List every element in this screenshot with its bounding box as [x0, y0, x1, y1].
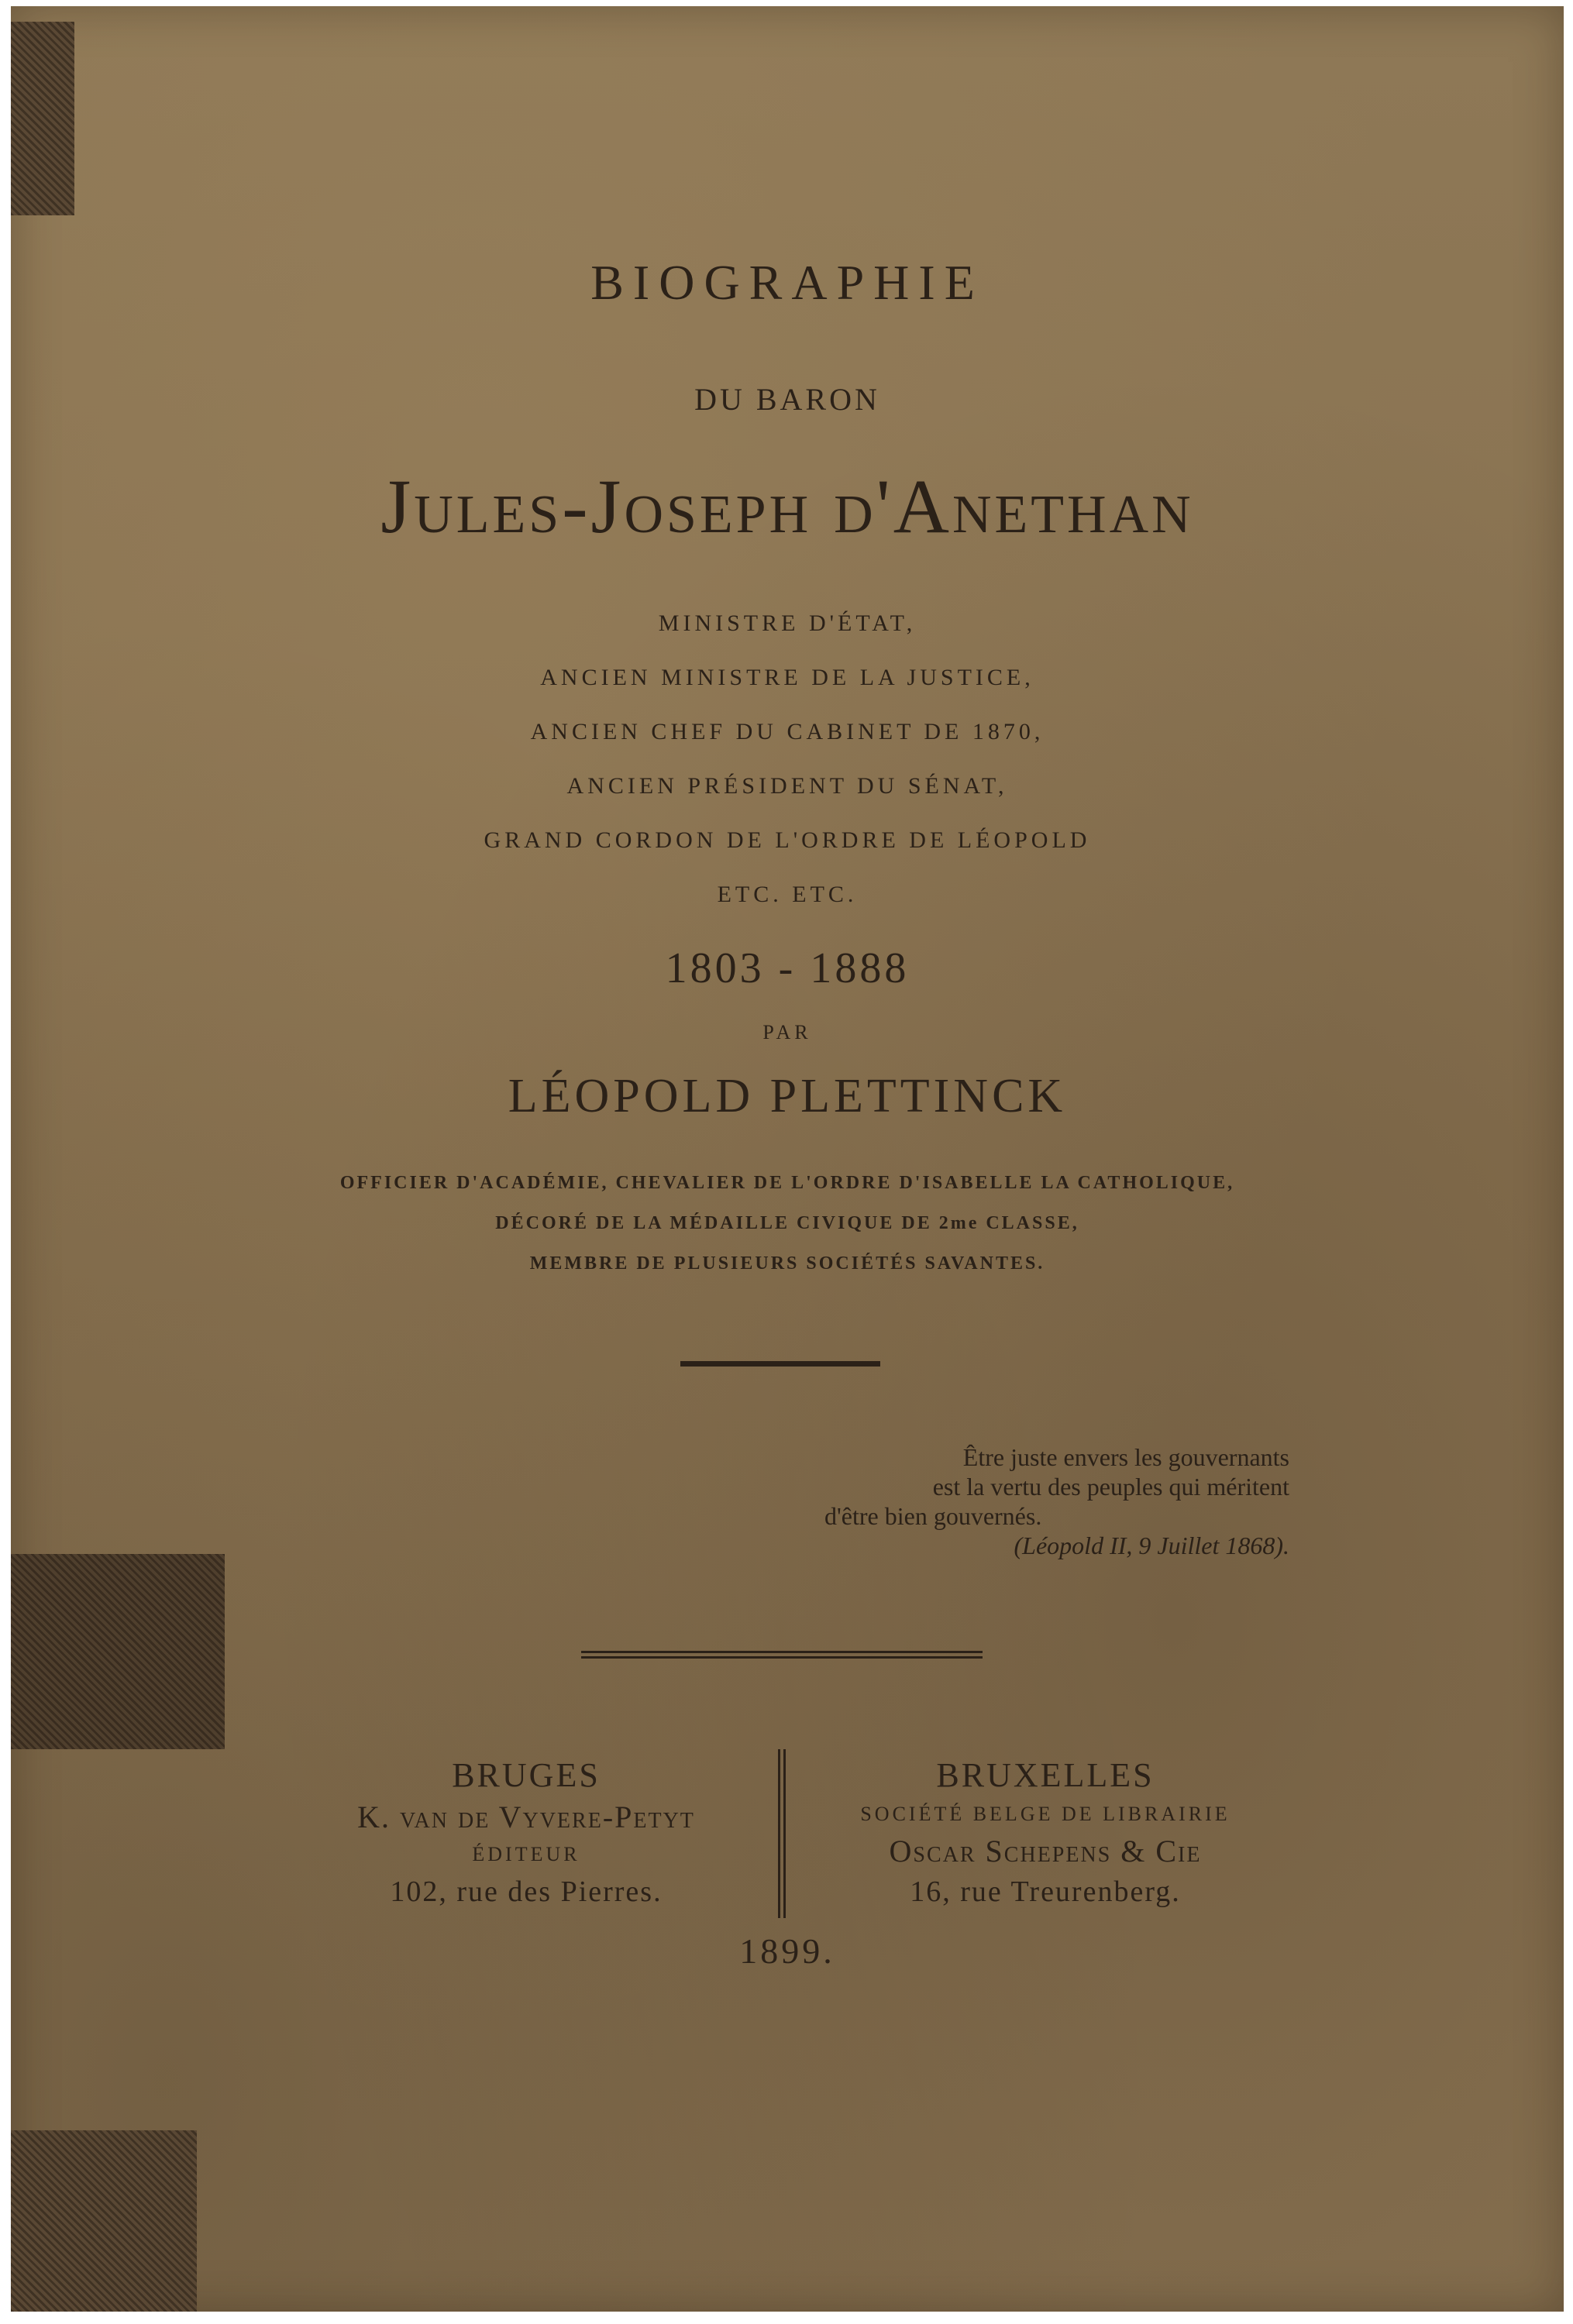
spine-patch-bottom — [11, 2130, 197, 2312]
publication-year: 1899. — [739, 1931, 835, 1971]
publisher-address: 102, rue des Pierres. — [390, 1875, 663, 1908]
author-credential: MEMBRE DE PLUSIEURS SOCIÉTÉS SAVANTES. — [529, 1253, 1045, 1274]
author-credential: DÉCORÉ DE LA MÉDAILLE CIVIQUE DE 2me CLASSE, — [495, 1213, 1079, 1233]
book-cover — [11, 6, 1564, 2312]
book-subtitle: DU BARON — [694, 382, 880, 417]
epigraph-line: d'être bien gouvernés. — [824, 1502, 1042, 1530]
life-dates: 1803 - 1888 — [665, 944, 910, 992]
publisher-role: ÉDITEUR — [472, 1843, 580, 1865]
publisher-society: SOCIÉTÉ BELGE DE LIBRAIRIE — [860, 1803, 1231, 1825]
publisher-address: 16, rue Treurenberg. — [910, 1875, 1181, 1908]
publisher-city: BRUGES — [452, 1756, 601, 1794]
subject-name: Jules-Joseph d'Anethan — [380, 463, 1194, 549]
author-credential: OFFICIER D'ACADÉMIE, CHEVALIER DE L'ORDRE D'ISABELLE LA CATHOLIQUE, — [339, 1173, 1235, 1193]
epigraph-line: Être juste envers les gouvernants — [962, 1443, 1289, 1471]
book-title: BIOGRAPHIE — [590, 255, 984, 310]
role-line: ANCIEN PRÉSIDENT DU SÉNAT, — [566, 773, 1008, 799]
divider-rule — [680, 1361, 880, 1367]
role-line: MINISTRE D'ÉTAT, — [658, 610, 917, 636]
publisher-city: BRUXELLES — [936, 1756, 1155, 1794]
role-line: GRAND CORDON DE L'ORDRE DE LÉOPOLD — [484, 827, 1091, 853]
spine-patch-top — [11, 22, 74, 215]
epigraph-attribution: (Léopold II, 9 Juillet 1868). — [1014, 1532, 1289, 1559]
by-label: PAR — [762, 1021, 812, 1043]
publisher-name: K. van de Vyvere-Petyt — [357, 1800, 695, 1834]
role-line: ANCIEN CHEF DU CABINET DE 1870, — [530, 719, 1045, 744]
epigraph — [824, 1442, 1289, 1560]
double-rule — [581, 1651, 983, 1659]
author-name: LÉOPOLD PLETTINCK — [508, 1070, 1067, 1122]
role-line: ETC. ETC. — [717, 882, 858, 907]
publisher-bruges — [278, 1754, 774, 1912]
role-line: ANCIEN MINISTRE DE LA JUSTICE, — [540, 665, 1034, 690]
spine-patch-middle — [11, 1554, 225, 1749]
publisher-bruxelles — [797, 1754, 1293, 1912]
epigraph-line: est la vertu des peuples qui méritent — [932, 1473, 1289, 1501]
publisher-name: Oscar Schepens & Cie — [889, 1834, 1202, 1868]
column-divider — [778, 1749, 786, 1918]
